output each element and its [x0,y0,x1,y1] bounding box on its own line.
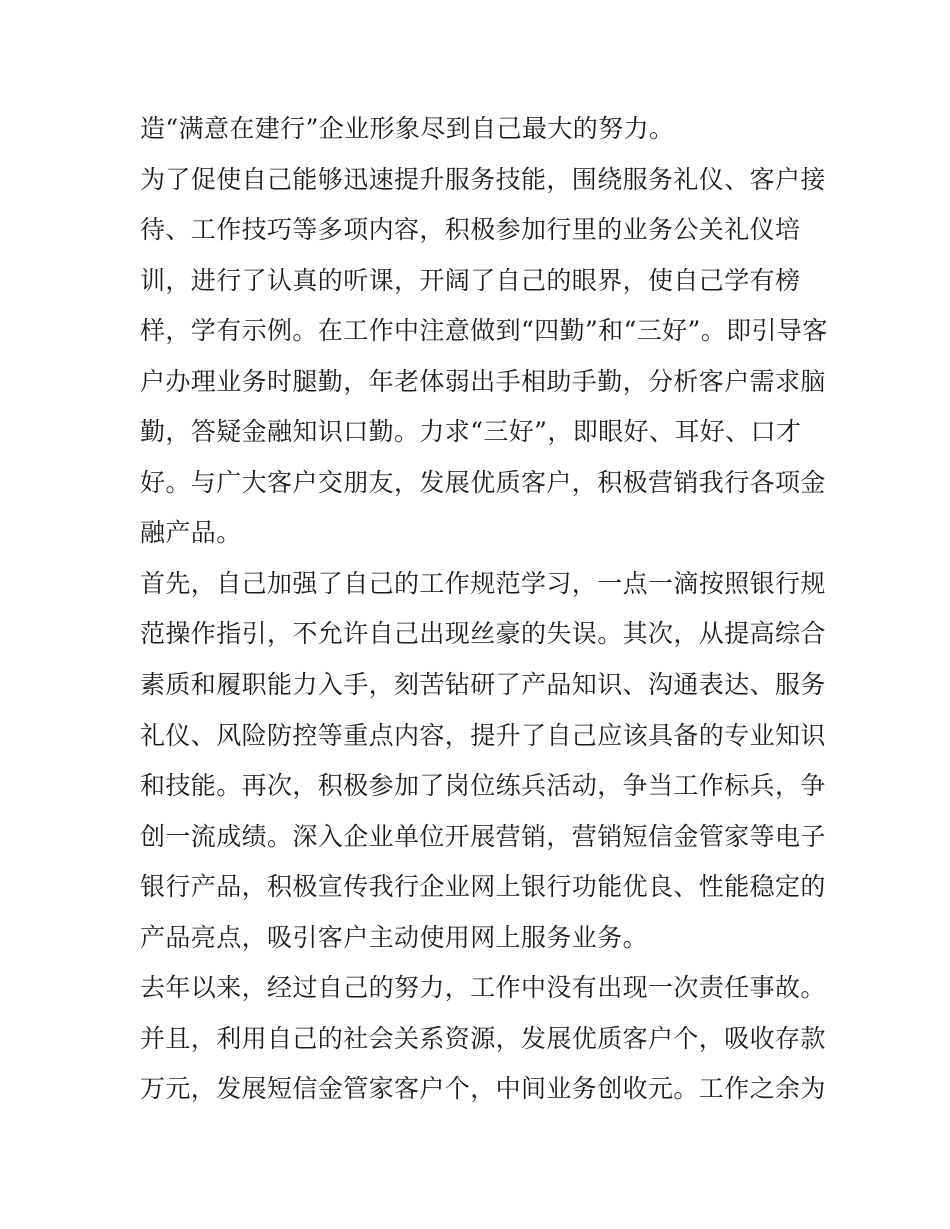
text-line: 礼仪、风险防控等重点内容，提升了自己应该具备的专业知识 [140,721,826,750]
text-line: 为了促使自己能够迅速提升服务技能，围绕服务礼仪、客户接 [140,165,826,194]
text-line: 产品亮点，吸引客户主动使用网上服务业务。 [140,923,649,952]
text-line: 造“满意在建行”企业形象尽到自己最大的努力。 [140,114,675,143]
text-line: 并且，利用自己的社会关系资源，发展优质客户个，吸收存款 [140,1024,826,1053]
text-line: 素质和履职能力入手，刻苦钻研了产品知识、沟通表达、服务 [140,670,826,699]
text-line: 好。与广大客户交朋友，发展优质客户，积极营销我行各项金 [140,468,826,497]
text-line: 融产品。 [140,518,242,547]
text-line: 创一流成绩。深入企业单位开展营销，营销短信金管家等电子 [140,822,826,851]
text-line: 去年以来，经过自己的努力，工作中没有出现一次责任事故。 [140,973,826,1002]
text-line: 勤，答疑金融知识口勤。力求“三好”，即眼好、耳好、口才 [140,417,802,446]
text-line: 万元，发展短信金管家客户个，中间业务创收元。工作之余为 [140,1074,826,1103]
text-line: 户办理业务时腿勤，年老体弱出手相助手勤，分析客户需求脑 [140,367,826,396]
text-line: 和技能。再次，积极参加了岗位练兵活动，争当工作标兵，争 [140,771,826,800]
text-line: 样，学有示例。在工作中注意做到“四勤”和“三好”。即引导客 [140,316,828,345]
text-line: 待、工作技巧等多项内容，积极参加行里的业务公关礼仪培 [140,215,801,244]
text-line: 范操作指引，不允许自己出现丝豪的失误。其次，从提高综合 [140,619,826,648]
text-line: 首先，自己加强了自己的工作规范学习，一点一滴按照银行规 [140,569,826,598]
text-line: 训，进行了认真的听课，开阔了自己的眼界，使自己学有榜 [140,266,801,295]
text-line: 银行产品，积极宣传我行企业网上银行功能优良、性能稳定的 [140,872,826,901]
